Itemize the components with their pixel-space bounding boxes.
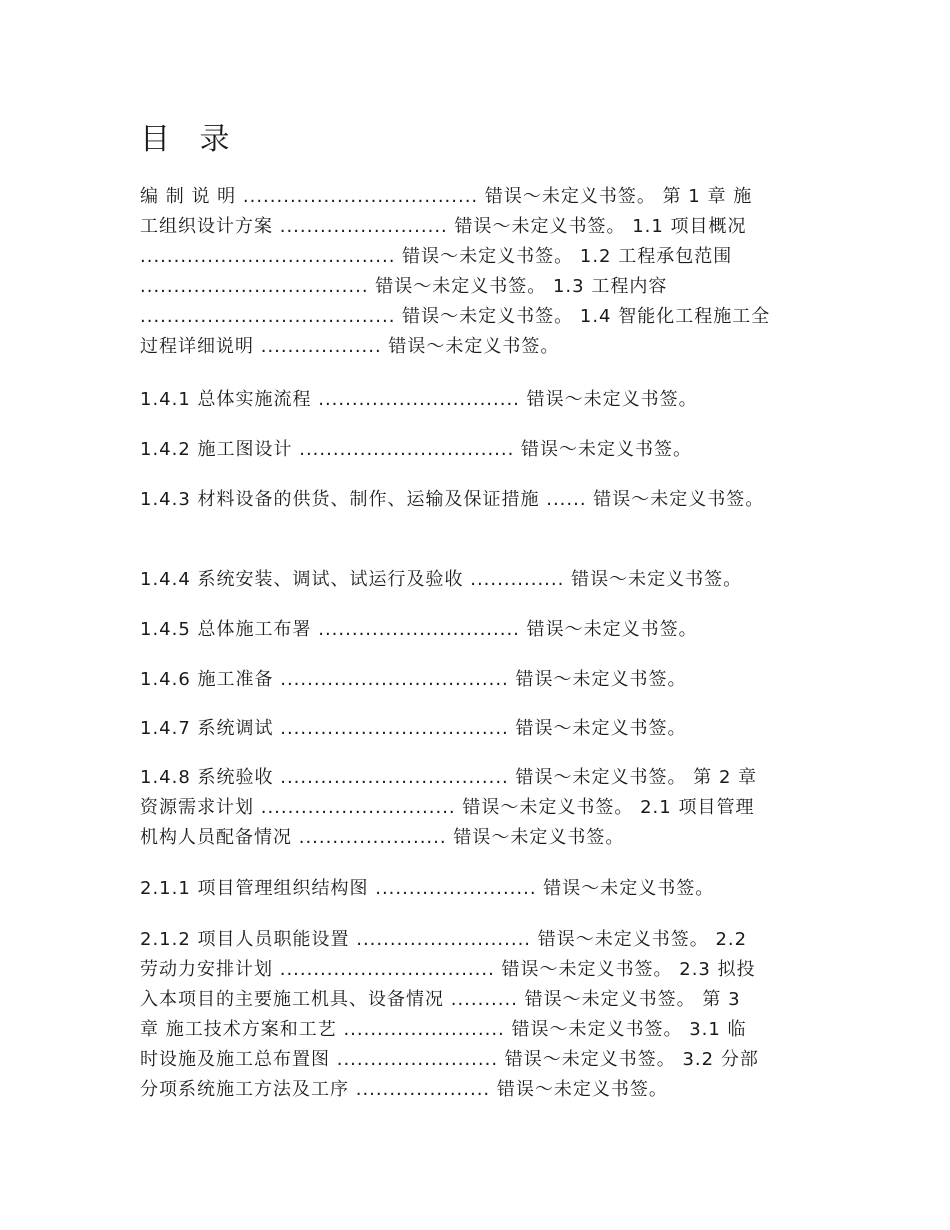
toc-line: 1.4.5 总体施工布署 .............................. 错误～未定义书签。 [140,619,698,640]
toc-line: 1.4.7 系统调试 .................................. 错误～未定义书签。 [140,718,687,739]
toc-paragraph [140,485,820,515]
toc-paragraph [140,385,820,415]
toc-line: 工组织设计方案 ......................... 错误～未定义书签。 1.1 项目概况 [140,216,747,237]
toc-paragraph [140,665,820,695]
toc-title: 目 录 [140,122,240,157]
toc-paragraph [140,763,820,853]
toc-line: 1.4.3 材料设备的供货、制作、运输及保证措施 ...... 错误～未定义书签。 [140,489,765,510]
toc-line: 资源需求计划 ............................. 错误～未定义书签。 2.1 项目管理 [140,797,755,818]
toc-line: .................................. 错误～未定义书签。 1.3 工程内容 [140,276,668,297]
toc-paragraph [140,874,820,904]
toc-paragraph [140,435,820,465]
toc-line: 时设施及施工总布置图 ........................ 错误～未定义书签。 3.2 分部 [140,1049,759,1070]
toc-line: 2.1.1 项目管理组织结构图 ........................ 错误～未定义书签。 [140,878,715,899]
toc-paragraph [140,182,820,362]
toc-line: 分项系统施工方法及工序 .................... 错误～未定义书签。 [140,1079,668,1100]
toc-paragraph [140,565,820,595]
toc-line: 1.4.6 施工准备 .................................. 错误～未定义书签。 [140,669,687,690]
toc-line: ...................................... 错误～未定义书签。 1.2 工程承包范围 [140,246,733,267]
toc-paragraph [140,925,820,1105]
toc-paragraph [140,714,820,744]
toc-line: 劳动力安排计划 ................................ 错误～未定义书签。 2.3 拟投 [140,959,756,980]
toc-paragraph [140,615,820,645]
toc-line: 1.4.1 总体实施流程 .............................. 错误～未定义书签。 [140,389,698,410]
toc-line: 入本项目的主要施工机具、设备情况 .......... 错误～未定义书签。 第 3 [140,989,741,1010]
toc-line: 1.4.4 系统安装、调试、试运行及验收 .............. 错误～未定义书签。 [140,569,743,590]
toc-line: 章 施工技术方案和工艺 ........................ 错误～未定义书签。 3.1 临 [140,1019,747,1040]
toc-line: 机构人员配备情况 ...................... 错误～未定义书签。 [140,827,625,848]
toc-line: 1.4.2 施工图设计 ................................ 错误～未定义书签。 [140,439,693,460]
toc-line: ...................................... 错误～未定义书签。 1.4 智能化工程施工全 [140,306,771,327]
toc-line: 过程详细说明 .................. 错误～未定义书签。 [140,336,560,357]
toc-line: 编 制 说 明 ................................... 错误～未定义书签。 第 1 章 施 [140,186,753,207]
toc-line: 2.1.2 项目人员职能设置 .......................... 错误～未定义书签。 2.2 [140,929,748,950]
toc-line: 1.4.8 系统验收 .................................. 错误～未定义书签。 第 2 章 [140,767,758,788]
